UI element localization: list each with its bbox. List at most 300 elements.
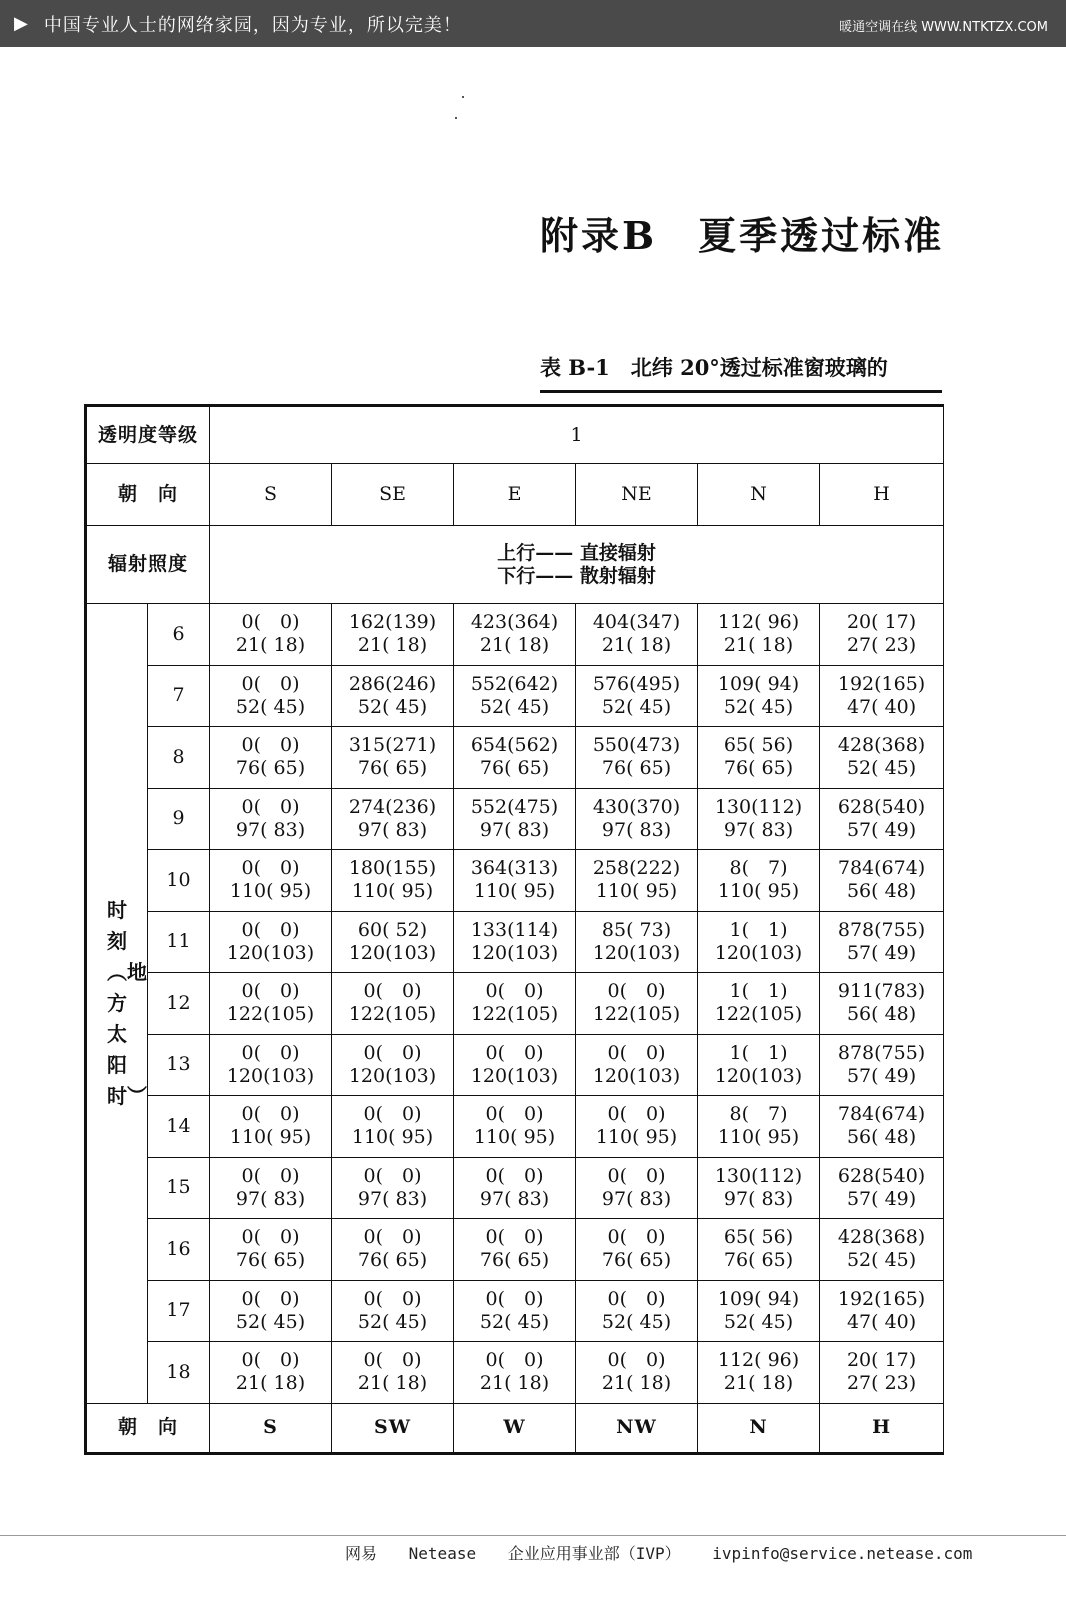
radiation-cell bbox=[210, 1096, 332, 1158]
diffuse-radiation-value: 120(103) bbox=[592, 941, 681, 964]
radiation-cell bbox=[332, 1157, 454, 1219]
direct-radiation-value: 1( 1) bbox=[729, 918, 788, 941]
direct-radiation-value: 0( 0) bbox=[241, 611, 300, 634]
direct-radiation-value: 112( 96) bbox=[717, 611, 800, 634]
radiation-label: 辐射照度 bbox=[86, 526, 210, 604]
orientation-header: E bbox=[454, 464, 576, 526]
diffuse-radiation-value: 97( 83) bbox=[235, 1187, 306, 1210]
site-header-bar bbox=[0, 0, 1066, 47]
radiation-cell bbox=[454, 665, 576, 727]
orientation-row-bottom bbox=[86, 1403, 944, 1453]
direct-radiation-value: 0( 0) bbox=[485, 1103, 544, 1126]
direct-radiation-value: 0( 0) bbox=[363, 1349, 422, 1372]
direct-radiation-value: 0( 0) bbox=[607, 1041, 666, 1064]
hour-cell: 8 bbox=[148, 727, 210, 789]
table-row bbox=[86, 1034, 944, 1096]
diffuse-radiation-value: 120(103) bbox=[348, 1064, 437, 1087]
direct-radiation-value: 133(114) bbox=[470, 918, 559, 941]
hour-cell: 12 bbox=[148, 973, 210, 1035]
radiation-cell bbox=[332, 1096, 454, 1158]
direct-radiation-value: 258(222) bbox=[592, 857, 681, 880]
radiation-cell bbox=[698, 1096, 820, 1158]
direct-radiation-value: 878(755) bbox=[837, 918, 926, 941]
radiation-cell bbox=[820, 665, 944, 727]
hour-cell: 9 bbox=[148, 788, 210, 850]
direct-radiation-value: 576(495) bbox=[592, 672, 681, 695]
table-row bbox=[86, 1157, 944, 1219]
direct-radiation-value: 192(165) bbox=[837, 672, 926, 695]
diffuse-radiation-value: 56( 48) bbox=[846, 1126, 917, 1149]
diffuse-radiation-value: 120(103) bbox=[714, 941, 803, 964]
radiation-cell bbox=[454, 604, 576, 666]
radiation-cell bbox=[698, 788, 820, 850]
scan-speck bbox=[462, 96, 464, 98]
radiation-cell bbox=[576, 911, 698, 973]
radiation-cell bbox=[698, 727, 820, 789]
page-footer bbox=[345, 1541, 994, 1564]
diffuse-radiation-value: 47( 40) bbox=[846, 1310, 917, 1333]
direct-radiation-value: 0( 0) bbox=[241, 1349, 300, 1372]
radiation-cell bbox=[454, 1342, 576, 1404]
direct-radiation-value: 0( 0) bbox=[241, 980, 300, 1003]
table-row bbox=[86, 1096, 944, 1158]
direct-radiation-value: 109( 94) bbox=[717, 1287, 800, 1310]
time-axis-text: 时刻︵地方太阳时︶ bbox=[107, 897, 147, 1108]
diffuse-radiation-value: 110( 95) bbox=[351, 1126, 434, 1149]
table-row bbox=[86, 850, 944, 912]
direct-radiation-value: 628(540) bbox=[837, 1164, 926, 1187]
hour-cell: 15 bbox=[148, 1157, 210, 1219]
radiation-cell bbox=[454, 1219, 576, 1281]
diffuse-radiation-value: 76( 65) bbox=[479, 757, 550, 780]
orientation-row bbox=[86, 464, 944, 526]
diffuse-radiation-value: 120(103) bbox=[226, 1064, 315, 1087]
diffuse-radiation-value: 110( 95) bbox=[717, 1126, 800, 1149]
diffuse-radiation-value: 57( 49) bbox=[846, 941, 917, 964]
footer-rule bbox=[0, 1535, 1066, 1536]
radiation-cell bbox=[820, 1034, 944, 1096]
radiation-cell bbox=[454, 727, 576, 789]
orientation-label: 朝 向 bbox=[86, 464, 210, 526]
diffuse-radiation-value: 110( 95) bbox=[229, 1126, 312, 1149]
orientation-footer: N bbox=[698, 1403, 820, 1453]
radiation-cell bbox=[698, 1034, 820, 1096]
table-row bbox=[86, 1219, 944, 1281]
diffuse-radiation-value: 76( 65) bbox=[723, 757, 794, 780]
direct-radiation-value: 0( 0) bbox=[363, 1287, 422, 1310]
diffuse-radiation-value: 97( 83) bbox=[723, 1187, 794, 1210]
radiation-cell bbox=[210, 1157, 332, 1219]
diffuse-radiation-value: 97( 83) bbox=[601, 818, 672, 841]
radiation-legend bbox=[210, 526, 944, 604]
radiation-cell bbox=[332, 1342, 454, 1404]
direct-radiation-value: 109( 94) bbox=[717, 672, 800, 695]
direct-radiation-value: 0( 0) bbox=[363, 1164, 422, 1187]
diffuse-radiation-value: 52( 45) bbox=[723, 1310, 794, 1333]
appendix-title: 附录B 夏季透过标准 bbox=[540, 213, 945, 258]
radiation-row bbox=[86, 526, 944, 604]
direct-radiation-value: 0( 0) bbox=[363, 980, 422, 1003]
direct-radiation-value: 0( 0) bbox=[241, 1041, 300, 1064]
hour-cell: 14 bbox=[148, 1096, 210, 1158]
radiation-cell bbox=[820, 973, 944, 1035]
diffuse-radiation-value: 57( 49) bbox=[846, 1187, 917, 1210]
direct-radiation-value: 0( 0) bbox=[241, 918, 300, 941]
radiation-cell bbox=[454, 973, 576, 1035]
diffuse-radiation-value: 97( 83) bbox=[235, 818, 306, 841]
direct-radiation-value: 0( 0) bbox=[363, 1103, 422, 1126]
direct-radiation-value: 0( 0) bbox=[241, 1164, 300, 1187]
diffuse-radiation-value: 97( 83) bbox=[601, 1187, 672, 1210]
diffuse-radiation-value: 52( 45) bbox=[235, 695, 306, 718]
direct-radiation-value: 0( 0) bbox=[363, 1226, 422, 1249]
radiation-cell bbox=[698, 1157, 820, 1219]
diffuse-radiation-value: 21( 18) bbox=[723, 1372, 794, 1395]
radiation-cell bbox=[698, 973, 820, 1035]
time-axis-label bbox=[86, 604, 148, 1404]
diffuse-radiation-value: 21( 18) bbox=[479, 1372, 550, 1395]
diffuse-radiation-value: 52( 45) bbox=[479, 695, 550, 718]
diffuse-radiation-value: 76( 65) bbox=[601, 757, 672, 780]
radiation-cell bbox=[576, 850, 698, 912]
direct-radiation-value: 1( 1) bbox=[729, 1041, 788, 1064]
orientation-footer: S bbox=[210, 1403, 332, 1453]
diffuse-radiation-value: 110( 95) bbox=[473, 1126, 556, 1149]
diffuse-radiation-value: 21( 18) bbox=[235, 634, 306, 657]
legend-diffuse: 下行—— 散射辐射 bbox=[497, 564, 656, 587]
table-caption: 表 B-1 北纬 20°透过标准窗玻璃的 bbox=[540, 355, 888, 380]
direct-radiation-value: 654(562) bbox=[470, 734, 559, 757]
diffuse-radiation-value: 52( 45) bbox=[479, 1310, 550, 1333]
radiation-cell bbox=[820, 1280, 944, 1342]
radiation-cell bbox=[210, 1342, 332, 1404]
orientation-label-bottom: 朝 向 bbox=[86, 1403, 210, 1453]
table-row bbox=[86, 973, 944, 1035]
radiation-cell bbox=[332, 911, 454, 973]
hour-cell: 18 bbox=[148, 1342, 210, 1404]
direct-radiation-value: 0( 0) bbox=[607, 980, 666, 1003]
diffuse-radiation-value: 110( 95) bbox=[595, 880, 678, 903]
radiation-cell bbox=[576, 788, 698, 850]
direct-radiation-value: 430(370) bbox=[592, 795, 681, 818]
radiation-cell bbox=[210, 1219, 332, 1281]
diffuse-radiation-value: 52( 45) bbox=[601, 695, 672, 718]
radiation-cell bbox=[576, 973, 698, 1035]
direct-radiation-value: 0( 0) bbox=[485, 1287, 544, 1310]
radiation-cell bbox=[576, 665, 698, 727]
orientation-footer: SW bbox=[332, 1403, 454, 1453]
radiation-cell bbox=[332, 1219, 454, 1281]
radiation-cell bbox=[454, 911, 576, 973]
radiation-cell bbox=[332, 850, 454, 912]
direct-radiation-value: 60( 52) bbox=[357, 918, 428, 941]
radiation-cell bbox=[698, 1280, 820, 1342]
radiation-cell bbox=[820, 911, 944, 973]
direct-radiation-value: 0( 0) bbox=[485, 1349, 544, 1372]
radiation-cell bbox=[576, 1096, 698, 1158]
direct-radiation-value: 8( 7) bbox=[729, 857, 788, 880]
solar-radiation-table-wrapper bbox=[84, 404, 944, 1455]
radiation-cell bbox=[576, 1157, 698, 1219]
hour-cell: 13 bbox=[148, 1034, 210, 1096]
direct-radiation-value: 0( 0) bbox=[241, 857, 300, 880]
table-row bbox=[86, 1342, 944, 1404]
diffuse-radiation-value: 120(103) bbox=[226, 941, 315, 964]
hour-cell: 11 bbox=[148, 911, 210, 973]
orientation-header: S bbox=[210, 464, 332, 526]
footer-dept: 企业应用事业部（IVP） bbox=[507, 1544, 681, 1563]
diffuse-radiation-value: 47( 40) bbox=[846, 695, 917, 718]
radiation-cell bbox=[454, 1157, 576, 1219]
solar-radiation-table bbox=[84, 404, 944, 1455]
orientation-footer: H bbox=[820, 1403, 944, 1453]
diffuse-radiation-value: 27( 23) bbox=[846, 1372, 917, 1395]
direct-radiation-value: 112( 96) bbox=[717, 1349, 800, 1372]
direct-radiation-value: 180(155) bbox=[348, 857, 437, 880]
direct-radiation-value: 552(475) bbox=[470, 795, 559, 818]
diffuse-radiation-value: 120(103) bbox=[592, 1064, 681, 1087]
diffuse-radiation-value: 56( 48) bbox=[846, 880, 917, 903]
radiation-cell bbox=[332, 604, 454, 666]
table-row bbox=[86, 788, 944, 850]
transparency-row bbox=[86, 406, 944, 464]
direct-radiation-value: 20( 17) bbox=[846, 1349, 917, 1372]
radiation-cell bbox=[454, 1096, 576, 1158]
radiation-cell bbox=[332, 727, 454, 789]
radiation-cell bbox=[698, 850, 820, 912]
direct-radiation-value: 0( 0) bbox=[607, 1349, 666, 1372]
orientation-header: N bbox=[698, 464, 820, 526]
direct-radiation-value: 428(368) bbox=[837, 734, 926, 757]
header-site-name[interactable]: 暖通空调在线 WWW.NTKTZX.COM bbox=[839, 20, 1048, 35]
direct-radiation-value: 8( 7) bbox=[729, 1103, 788, 1126]
radiation-cell bbox=[454, 1280, 576, 1342]
diffuse-radiation-value: 76( 65) bbox=[357, 757, 428, 780]
diffuse-radiation-value: 110( 95) bbox=[351, 880, 434, 903]
diffuse-radiation-value: 97( 83) bbox=[357, 818, 428, 841]
direct-radiation-value: 192(165) bbox=[837, 1287, 926, 1310]
radiation-cell bbox=[332, 973, 454, 1035]
radiation-cell bbox=[698, 604, 820, 666]
radiation-cell bbox=[820, 1342, 944, 1404]
radiation-cell bbox=[332, 1034, 454, 1096]
radiation-cell bbox=[820, 1096, 944, 1158]
diffuse-radiation-value: 52( 45) bbox=[846, 1249, 917, 1272]
hour-cell: 17 bbox=[148, 1280, 210, 1342]
direct-radiation-value: 0( 0) bbox=[241, 672, 300, 695]
diffuse-radiation-value: 52( 45) bbox=[723, 695, 794, 718]
direct-radiation-value: 286(246) bbox=[348, 672, 437, 695]
diffuse-radiation-value: 76( 65) bbox=[235, 1249, 306, 1272]
radiation-cell bbox=[210, 911, 332, 973]
diffuse-radiation-value: 21( 18) bbox=[723, 634, 794, 657]
direct-radiation-value: 0( 0) bbox=[607, 1226, 666, 1249]
direct-radiation-value: 0( 0) bbox=[607, 1103, 666, 1126]
direct-radiation-value: 423(364) bbox=[470, 611, 559, 634]
direct-radiation-value: 550(473) bbox=[592, 734, 681, 757]
table-row bbox=[86, 911, 944, 973]
hour-cell: 7 bbox=[148, 665, 210, 727]
diffuse-radiation-value: 52( 45) bbox=[235, 1310, 306, 1333]
radiation-cell bbox=[332, 665, 454, 727]
scan-speck bbox=[455, 117, 457, 119]
footer-email[interactable]: ivpinfo@service.netease.com bbox=[712, 1544, 973, 1563]
diffuse-radiation-value: 122(105) bbox=[226, 1003, 315, 1026]
diffuse-radiation-value: 21( 18) bbox=[479, 634, 550, 657]
radiation-cell bbox=[332, 788, 454, 850]
diffuse-radiation-value: 57( 49) bbox=[846, 1064, 917, 1087]
radiation-cell bbox=[210, 973, 332, 1035]
direct-radiation-value: 0( 0) bbox=[485, 1164, 544, 1187]
radiation-cell bbox=[820, 727, 944, 789]
direct-radiation-value: 274(236) bbox=[348, 795, 437, 818]
diffuse-radiation-value: 110( 95) bbox=[229, 880, 312, 903]
radiation-cell bbox=[820, 604, 944, 666]
orientation-header: NE bbox=[576, 464, 698, 526]
transparency-value: 1 bbox=[210, 406, 944, 464]
direct-radiation-value: 784(674) bbox=[837, 1103, 926, 1126]
direct-radiation-value: 0( 0) bbox=[241, 1226, 300, 1249]
diffuse-radiation-value: 110( 95) bbox=[473, 880, 556, 903]
direct-radiation-value: 0( 0) bbox=[241, 795, 300, 818]
legend-direct: 上行—— 直接辐射 bbox=[497, 541, 656, 564]
direct-radiation-value: 85( 73) bbox=[601, 918, 672, 941]
diffuse-radiation-value: 21( 18) bbox=[601, 1372, 672, 1395]
diffuse-radiation-value: 52( 45) bbox=[357, 695, 428, 718]
direct-radiation-value: 0( 0) bbox=[241, 734, 300, 757]
direct-radiation-value: 315(271) bbox=[348, 734, 437, 757]
orientation-footer: NW bbox=[576, 1403, 698, 1453]
radiation-cell bbox=[210, 665, 332, 727]
diffuse-radiation-value: 122(105) bbox=[348, 1003, 437, 1026]
radiation-cell bbox=[210, 788, 332, 850]
direct-radiation-value: 0( 0) bbox=[363, 1041, 422, 1064]
diffuse-radiation-value: 122(105) bbox=[470, 1003, 559, 1026]
direct-radiation-value: 0( 0) bbox=[485, 980, 544, 1003]
hour-cell: 10 bbox=[148, 850, 210, 912]
diffuse-radiation-value: 21( 18) bbox=[357, 1372, 428, 1395]
diffuse-radiation-value: 97( 83) bbox=[479, 818, 550, 841]
diffuse-radiation-value: 110( 95) bbox=[595, 1126, 678, 1149]
diffuse-radiation-value: 76( 65) bbox=[479, 1249, 550, 1272]
diffuse-radiation-value: 97( 83) bbox=[479, 1187, 550, 1210]
radiation-cell bbox=[698, 911, 820, 973]
radiation-cell bbox=[454, 1034, 576, 1096]
direct-radiation-value: 130(112) bbox=[714, 1164, 803, 1187]
direct-radiation-value: 0( 0) bbox=[485, 1041, 544, 1064]
direct-radiation-value: 0( 0) bbox=[241, 1287, 300, 1310]
table-row bbox=[86, 1280, 944, 1342]
radiation-cell bbox=[332, 1280, 454, 1342]
diffuse-radiation-value: 21( 18) bbox=[235, 1372, 306, 1395]
direct-radiation-value: 20( 17) bbox=[846, 611, 917, 634]
radiation-cell bbox=[576, 1219, 698, 1281]
hour-cell: 16 bbox=[148, 1219, 210, 1281]
radiation-cell bbox=[820, 850, 944, 912]
direct-radiation-value: 552(642) bbox=[470, 672, 559, 695]
direct-radiation-value: 65( 56) bbox=[723, 734, 794, 757]
footer-brand-cn: 网易 bbox=[345, 1544, 378, 1563]
diffuse-radiation-value: 21( 18) bbox=[357, 634, 428, 657]
diffuse-radiation-value: 110( 95) bbox=[717, 880, 800, 903]
play-arrow-icon: ▶ bbox=[14, 13, 28, 34]
diffuse-radiation-value: 52( 45) bbox=[357, 1310, 428, 1333]
radiation-cell bbox=[698, 1219, 820, 1281]
radiation-cell bbox=[210, 850, 332, 912]
transparency-label: 透明度等级 bbox=[86, 406, 210, 464]
table-row bbox=[86, 665, 944, 727]
radiation-cell bbox=[454, 788, 576, 850]
header-slogan: 中国专业人士的网络家园，因为专业，所以完美！ bbox=[43, 14, 462, 36]
diffuse-radiation-value: 27( 23) bbox=[846, 634, 917, 657]
diffuse-radiation-value: 21( 18) bbox=[601, 634, 672, 657]
radiation-cell bbox=[820, 1157, 944, 1219]
diffuse-radiation-value: 57( 49) bbox=[846, 818, 917, 841]
direct-radiation-value: 130(112) bbox=[714, 795, 803, 818]
diffuse-radiation-value: 76( 65) bbox=[723, 1249, 794, 1272]
footer-brand-en: Netease bbox=[408, 1544, 477, 1563]
radiation-cell bbox=[576, 604, 698, 666]
radiation-cell bbox=[454, 850, 576, 912]
hour-cell: 6 bbox=[148, 604, 210, 666]
orientation-header: SE bbox=[332, 464, 454, 526]
diffuse-radiation-value: 56( 48) bbox=[846, 1003, 917, 1026]
radiation-cell bbox=[698, 665, 820, 727]
caption-rule bbox=[540, 390, 942, 393]
radiation-cell bbox=[210, 727, 332, 789]
diffuse-radiation-value: 52( 45) bbox=[846, 757, 917, 780]
diffuse-radiation-value: 120(103) bbox=[470, 1064, 559, 1087]
radiation-cell bbox=[820, 1219, 944, 1281]
direct-radiation-value: 428(368) bbox=[837, 1226, 926, 1249]
diffuse-radiation-value: 120(103) bbox=[348, 941, 437, 964]
direct-radiation-value: 0( 0) bbox=[607, 1287, 666, 1310]
diffuse-radiation-value: 122(105) bbox=[714, 1003, 803, 1026]
direct-radiation-value: 0( 0) bbox=[607, 1164, 666, 1187]
diffuse-radiation-value: 97( 83) bbox=[357, 1187, 428, 1210]
radiation-cell bbox=[576, 1034, 698, 1096]
radiation-cell bbox=[210, 1280, 332, 1342]
diffuse-radiation-value: 120(103) bbox=[470, 941, 559, 964]
table-row bbox=[86, 604, 944, 666]
radiation-cell bbox=[698, 1342, 820, 1404]
direct-radiation-value: 0( 0) bbox=[485, 1226, 544, 1249]
direct-radiation-value: 1( 1) bbox=[729, 980, 788, 1003]
direct-radiation-value: 162(139) bbox=[348, 611, 437, 634]
diffuse-radiation-value: 76( 65) bbox=[357, 1249, 428, 1272]
diffuse-radiation-value: 120(103) bbox=[714, 1064, 803, 1087]
radiation-cell bbox=[576, 1342, 698, 1404]
diffuse-radiation-value: 97( 83) bbox=[723, 818, 794, 841]
direct-radiation-value: 65( 56) bbox=[723, 1226, 794, 1249]
radiation-cell bbox=[210, 604, 332, 666]
diffuse-radiation-value: 122(105) bbox=[592, 1003, 681, 1026]
direct-radiation-value: 628(540) bbox=[837, 795, 926, 818]
direct-radiation-value: 784(674) bbox=[837, 857, 926, 880]
direct-radiation-value: 404(347) bbox=[592, 611, 681, 634]
direct-radiation-value: 878(755) bbox=[837, 1041, 926, 1064]
diffuse-radiation-value: 76( 65) bbox=[601, 1249, 672, 1272]
diffuse-radiation-value: 52( 45) bbox=[601, 1310, 672, 1333]
radiation-cell bbox=[576, 1280, 698, 1342]
radiation-cell bbox=[210, 1034, 332, 1096]
radiation-cell bbox=[576, 727, 698, 789]
table-row bbox=[86, 727, 944, 789]
direct-radiation-value: 0( 0) bbox=[241, 1103, 300, 1126]
direct-radiation-value: 364(313) bbox=[470, 857, 559, 880]
direct-radiation-value: 911(783) bbox=[837, 980, 926, 1003]
diffuse-radiation-value: 76( 65) bbox=[235, 757, 306, 780]
